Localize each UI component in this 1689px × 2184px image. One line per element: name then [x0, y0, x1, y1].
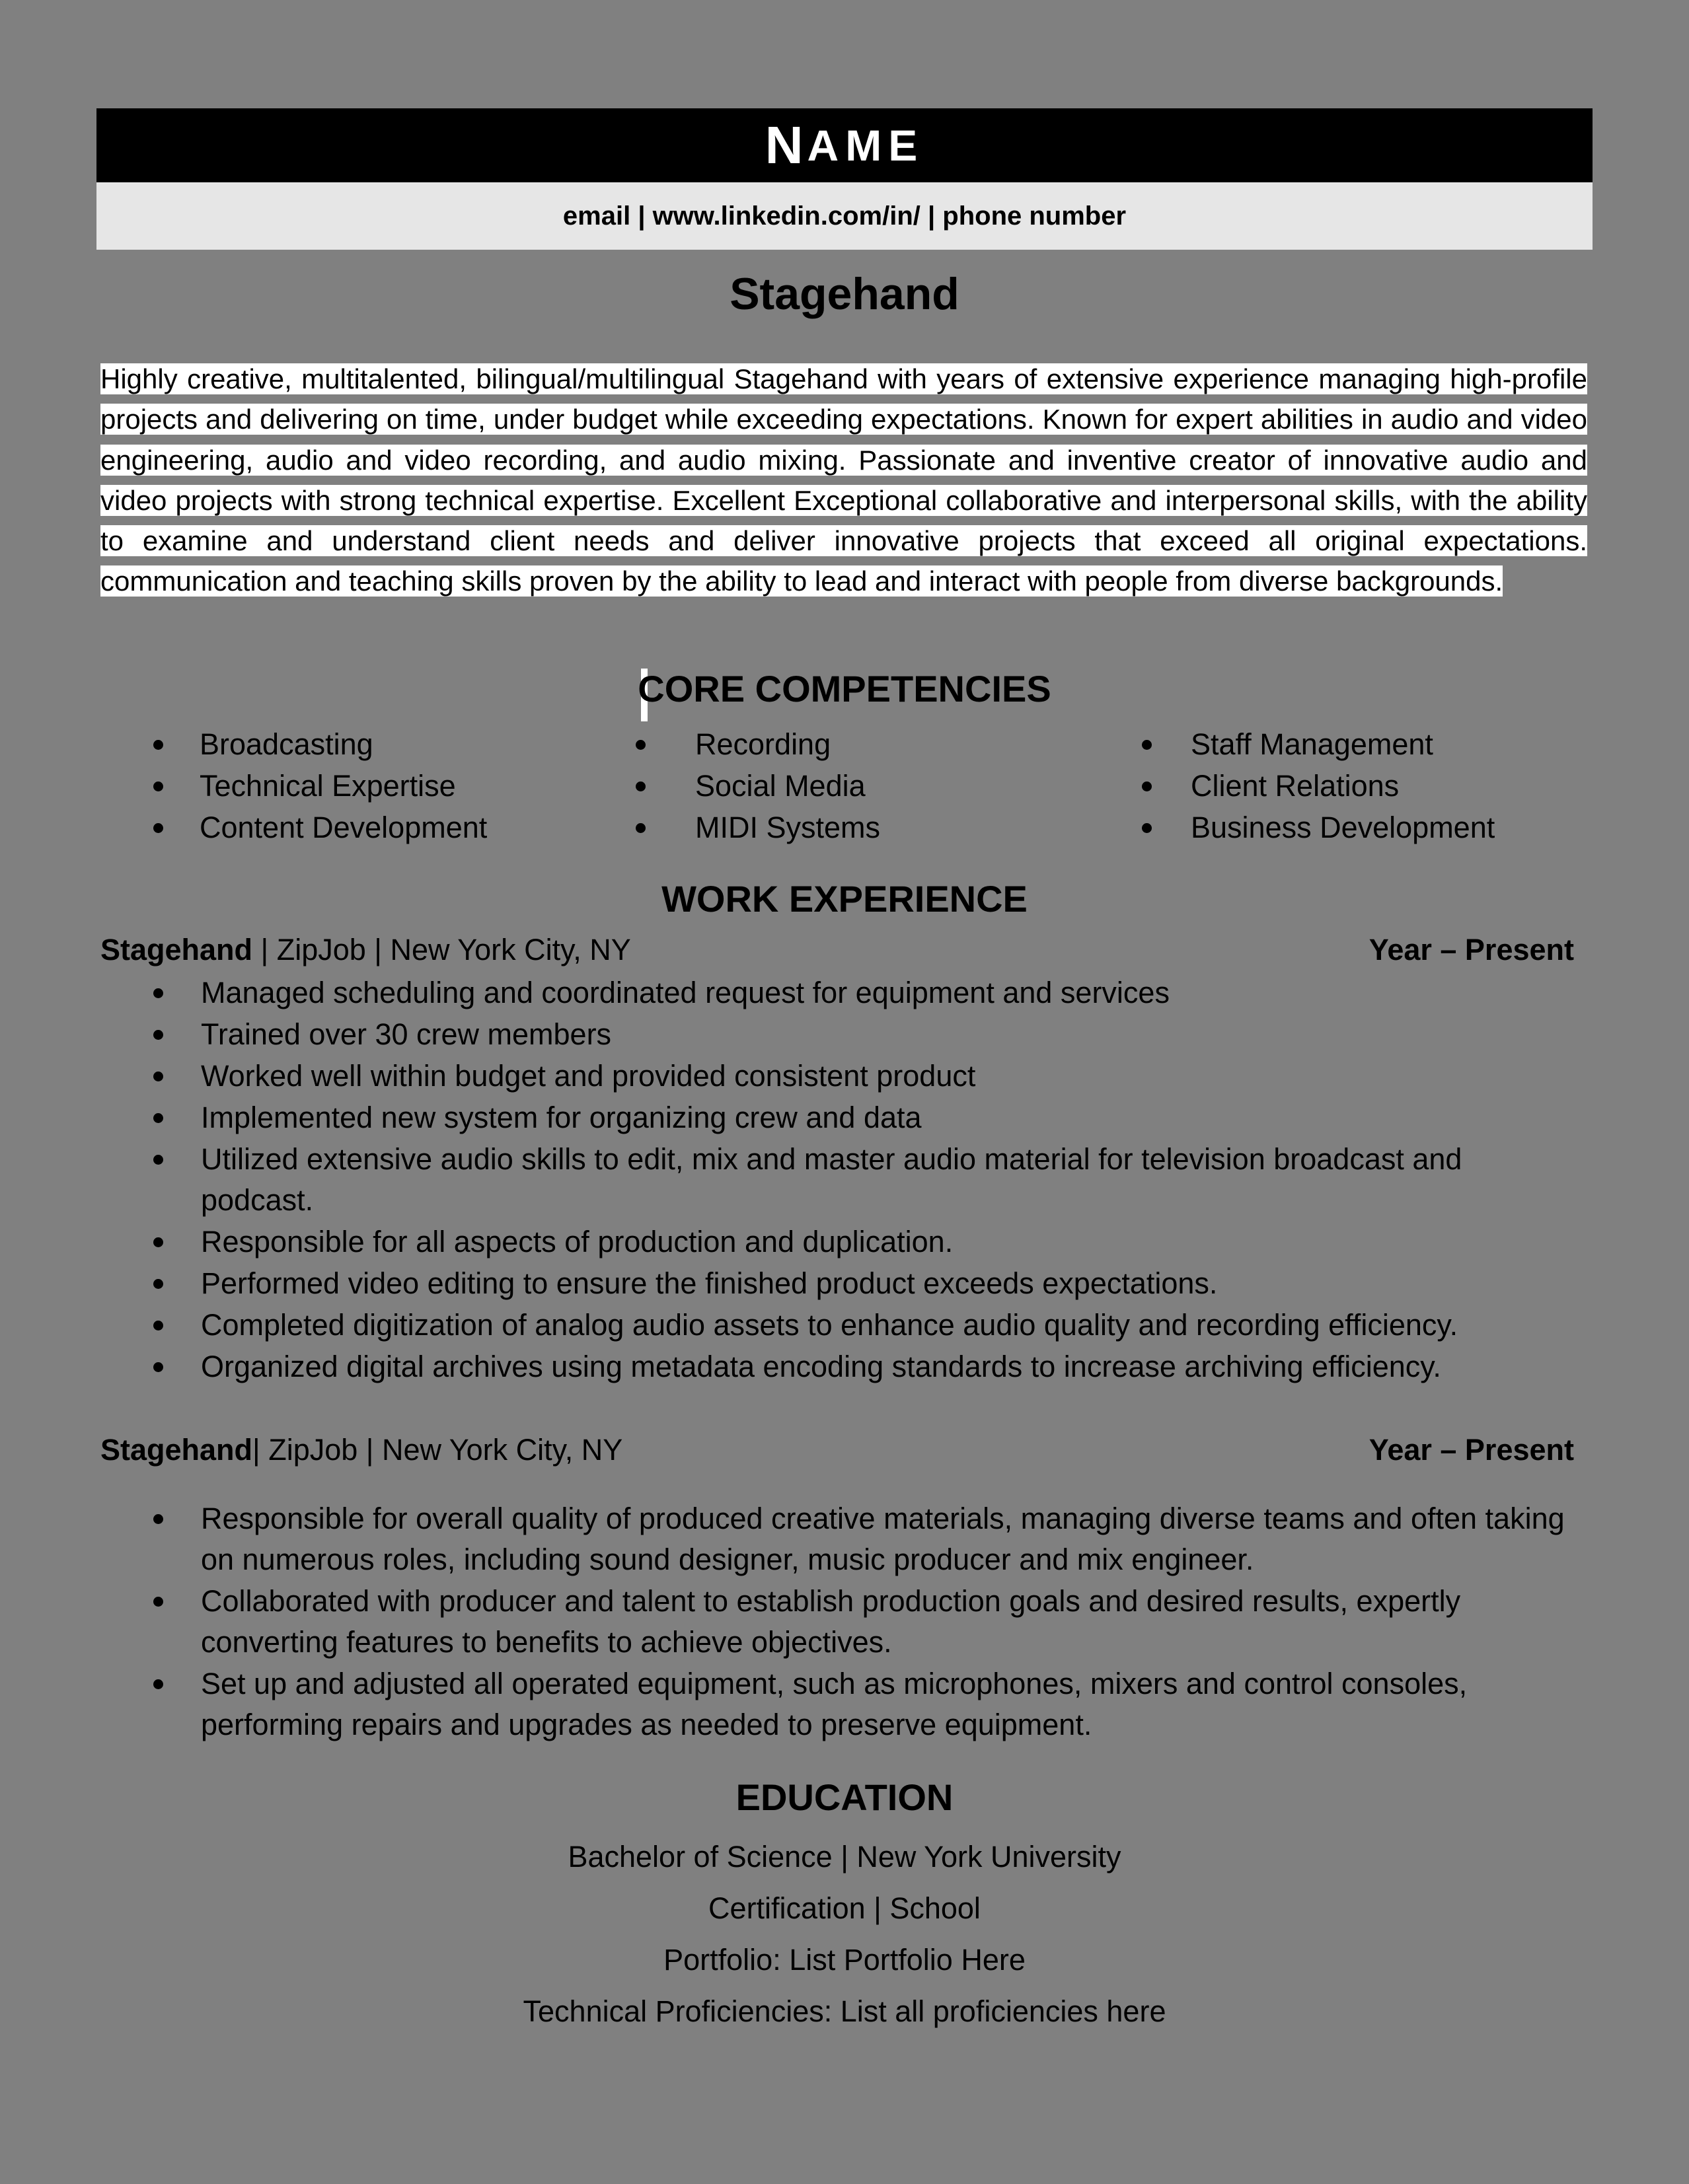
bullet-icon	[1142, 823, 1152, 833]
competency-item: Business Development	[1092, 807, 1495, 848]
education-certification: Certification | School	[708, 1891, 981, 1925]
education-heading: EDUCATION	[735, 1776, 954, 1818]
summary-text: Highly creative, multitalented, bilingual/multilingual Stagehand with years of extensive experience managing high-profile projects and delivering on time, under budget while exceeding expectations. Known for expert abilities in audio and video engineering, audio and video recording, and audio mixing. Passionate and inventive creator of innovative audio and video projects with strong technical expertise. Excellent Exceptional collaborative and interpersonal skills, with the ability to examine and understand client needs and deliver innovative projects that exceed all original expectations. communication and teaching skills proven by the ability to lead and interact with people from diverse backgrounds.	[100, 363, 1587, 597]
name-rest: AME	[807, 121, 924, 170]
job-role: Stagehand	[100, 1433, 253, 1467]
education-degree: Bachelor of Science | New York University	[568, 1840, 1121, 1874]
contact-line: email | www.linkedin.com/in/ | phone number	[96, 182, 1593, 250]
competency-item: MIDI Systems	[596, 807, 880, 848]
bullet-icon	[153, 1030, 163, 1040]
education-portfolio: Portfolio: List Portfolio Here	[663, 1943, 1026, 1977]
competency-item: Recording	[596, 723, 880, 765]
job-header-1	[100, 930, 1574, 970]
core-competencies-heading: CORE COMPETENCIES	[638, 668, 1051, 710]
duty-item: Implemented new system for organizing crew and data	[201, 1097, 1575, 1138]
name-initial: N	[765, 116, 807, 174]
bullet-icon	[153, 823, 163, 833]
duty-item: Responsible for all aspects of production and duplication.	[201, 1221, 1575, 1262]
bullet-icon	[153, 1072, 163, 1081]
summary-paragraph	[100, 359, 1587, 602]
job-role: Stagehand	[100, 933, 253, 966]
bullet-icon	[153, 1155, 163, 1165]
duty-item: Utilized extensive audio skills to edit, mix and master audio material for television broadcast and podcast.	[201, 1139, 1575, 1221]
bullet-icon	[153, 1237, 163, 1247]
duty-item: Managed scheduling and coordinated request for equipment and services	[201, 972, 1575, 1013]
bullet-icon	[153, 1679, 163, 1689]
bullet-icon	[153, 1279, 163, 1289]
bullet-icon	[153, 1597, 163, 1607]
bullet-icon	[153, 988, 163, 998]
bullet-icon	[636, 740, 646, 750]
job-2-duties	[201, 1498, 1575, 1746]
resume-title: Stagehand	[730, 269, 959, 319]
bullet-icon	[636, 782, 646, 791]
bullet-icon	[153, 1362, 163, 1372]
education-proficiencies: Technical Proficiencies: List all proficiencies here	[523, 1994, 1166, 2028]
duty-item: Responsible for overall quality of produced creative materials, managing diverse teams and often taking on numerous roles, including sound designer, music producer and mix engineer.	[201, 1498, 1575, 1580]
competency-item: Broadcasting	[100, 723, 487, 765]
duty-item: Organized digital archives using metadata encoding standards to increase archiving efficiency.	[201, 1346, 1575, 1387]
competency-column-2	[695, 723, 880, 848]
duty-item: Collaborated with producer and talent to establish production goals and desired results, expertly converting features to benefits to achieve objectives.	[201, 1581, 1575, 1663]
job-details: | ZipJob | New York City, NY	[252, 1433, 623, 1467]
competency-column-3	[1191, 723, 1495, 848]
duty-item: Trained over 30 crew members	[201, 1014, 1575, 1055]
job-dates: Year – Present	[1369, 933, 1574, 966]
competency-item: Technical Expertise	[100, 765, 487, 807]
competency-column-1	[200, 723, 487, 848]
bullet-icon	[1142, 740, 1152, 750]
bullet-icon	[153, 782, 163, 791]
duty-item: Completed digitization of analog audio assets to enhance audio quality and recording efficiency.	[201, 1305, 1575, 1346]
name-banner	[96, 108, 1593, 182]
bullet-icon	[1142, 782, 1152, 791]
bullet-icon	[153, 740, 163, 750]
bullet-icon	[153, 1321, 163, 1330]
bullet-icon	[153, 1514, 163, 1524]
job-details: | ZipJob | New York City, NY	[252, 933, 631, 966]
bullet-icon	[636, 823, 646, 833]
competency-item: Staff Management	[1092, 723, 1495, 765]
work-experience-heading: WORK EXPERIENCE	[661, 878, 1028, 920]
job-dates: Year – Present	[1369, 1433, 1574, 1467]
job-header-2	[100, 1430, 1574, 1470]
duty-item: Set up and adjusted all operated equipment, such as microphones, mixers and control consoles, performing repairs and upgrades as needed to preserve equipment.	[201, 1663, 1575, 1745]
competency-item: Content Development	[100, 807, 487, 848]
duty-item: Performed video editing to ensure the finished product exceeds expectations.	[201, 1263, 1575, 1304]
competency-item: Client Relations	[1092, 765, 1495, 807]
competency-item: Social Media	[596, 765, 880, 807]
duty-item: Worked well within budget and provided consistent product	[201, 1056, 1575, 1097]
job-1-duties	[201, 972, 1575, 1388]
bullet-icon	[153, 1113, 163, 1123]
